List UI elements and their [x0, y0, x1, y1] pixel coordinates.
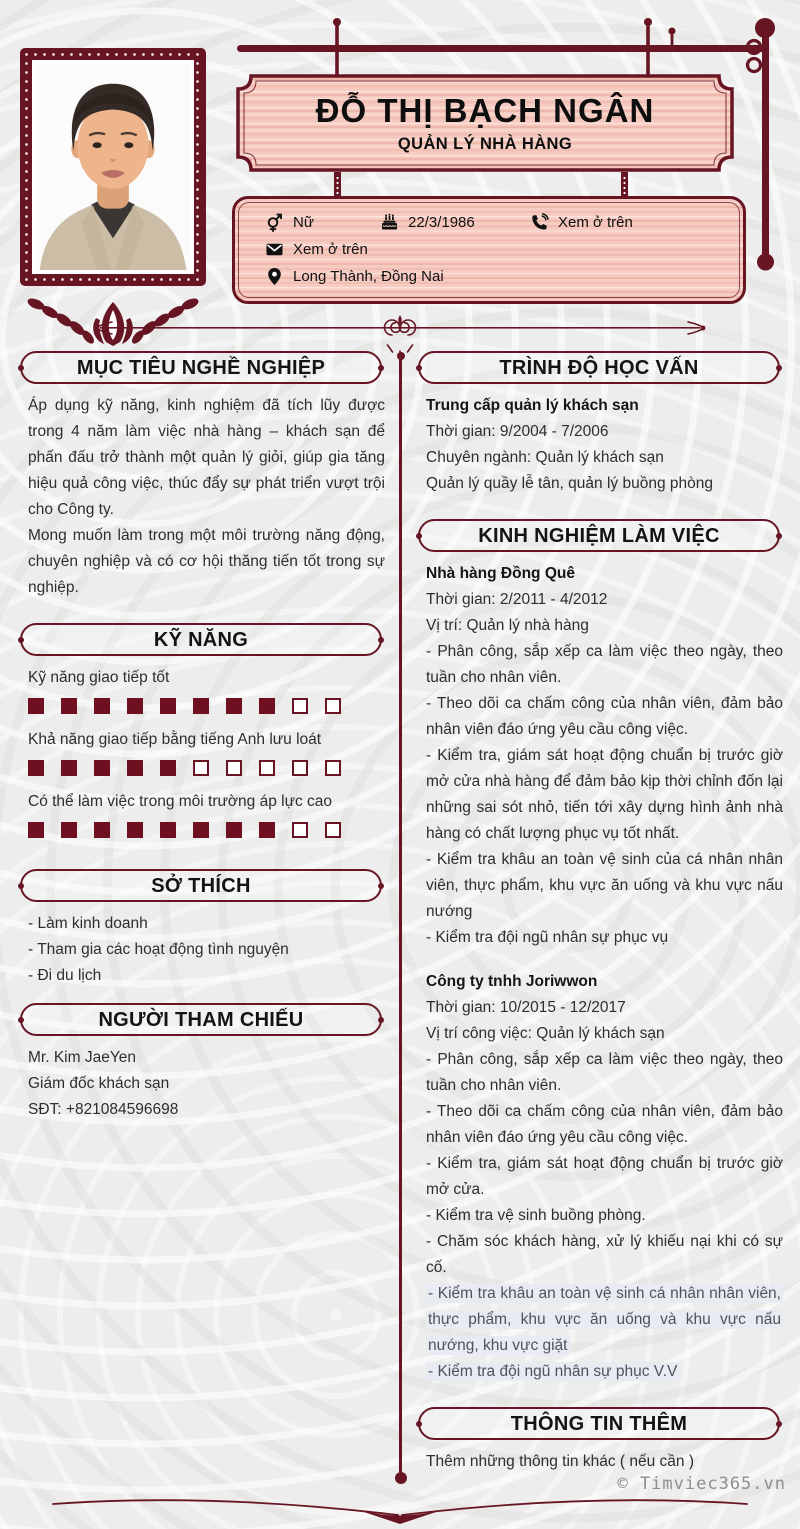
reference-line: SĐT: +821084596698 — [28, 1101, 179, 1118]
section-title: SỞ THÍCH — [151, 874, 251, 897]
skill-square-filled — [160, 760, 176, 776]
section-header-education — [418, 351, 780, 384]
section-header-additional — [418, 1407, 780, 1440]
address-item — [265, 267, 444, 286]
candidate-title: QUẢN LÝ NHÀ HÀNG — [397, 135, 573, 153]
email-item — [265, 240, 368, 259]
hobby-item: - Làm kinh doanh — [28, 915, 148, 932]
skill-square-empty — [325, 822, 341, 838]
envelope-icon — [265, 240, 284, 259]
objective-text — [28, 393, 385, 601]
job-bullet: - Kiểm tra đội ngũ nhân sự phục vụ — [426, 929, 669, 946]
objective-paragraph: Áp dụng kỹ năng, kinh nghiệm đã tích lũy được trong 4 năm làm việc nhà hàng – khách sạn để phấn đấu trở thành một quản lý giỏi, giúp gia tăng hiệu quả công việc, thúc đẩy sự phát triển vượt trội cho Công ty. — [28, 397, 385, 518]
job-bullet: - Kiểm tra, giám sát hoạt động chuẩn bị trước giờ mở cửa nhà hàng để đảm bảo kịp thời chỉnh đốn lại những sai sót nhỏ, tiến tới xây dựng hình ảnh nhà hàng có chất lượng phục vụ tốt nhất. — [426, 747, 783, 842]
hobbies-list — [28, 911, 385, 989]
skill-square-empty — [325, 760, 341, 776]
section-header-reference — [20, 1003, 382, 1036]
section-title: TRÌNH ĐỘ HỌC VẤN — [499, 356, 699, 379]
education-line: Quản lý quầy lễ tân, quản lý buồng phòng — [426, 475, 713, 492]
phone-item — [530, 213, 633, 232]
reference-details — [28, 1045, 385, 1123]
skill-square-empty — [292, 822, 308, 838]
skill-square-filled — [61, 698, 77, 714]
job-bullet: - Chăm sóc khách hàng, xử lý khiếu nại khi có sự cố. — [426, 1233, 783, 1276]
section-title: NGƯỜI THAM CHIẾU — [98, 1008, 304, 1031]
skill-square-filled — [127, 822, 143, 838]
education-line: Thời gian: 9/2004 - 7/2006 — [426, 423, 609, 440]
skill-square-filled — [259, 822, 275, 838]
skill-square-filled — [61, 760, 77, 776]
laurel-decoration — [18, 290, 208, 352]
skill-label: Kỹ năng giao tiếp tốt — [28, 669, 170, 686]
birthday-value: 22/3/1986 — [408, 214, 475, 231]
contact-info-box — [232, 196, 746, 304]
skill-square-empty — [226, 760, 242, 776]
job-period: Thời gian: 10/2015 - 12/2017 — [426, 999, 626, 1016]
profile-photo — [32, 60, 194, 274]
skill-level-bar — [28, 760, 387, 776]
skill-label: Có thể làm việc trong môi trường áp lực cao — [28, 793, 333, 810]
section-header-skills — [20, 623, 382, 656]
section-title: KỸ NĂNG — [153, 628, 249, 651]
job-bullet: - Kiểm tra, giám sát hoạt động chuẩn bị trước giờ mở cửa. — [426, 1155, 783, 1198]
info-row-3 — [265, 263, 743, 290]
skill-square-filled — [127, 760, 143, 776]
job-bullet: - Kiểm tra vệ sinh buồng phòng. — [426, 1207, 646, 1224]
job-entry-2 — [426, 969, 783, 1385]
skill-square-empty — [259, 760, 275, 776]
skill-square-filled — [28, 822, 44, 838]
birthday-item — [380, 213, 530, 232]
email-value: Xem ở trên — [293, 241, 368, 258]
column-divider — [399, 356, 402, 1477]
section-header-experience — [418, 519, 780, 552]
skill-square-filled — [193, 822, 209, 838]
education-entry — [426, 393, 783, 497]
profile-photo-frame — [20, 48, 206, 286]
skill-square-filled — [160, 698, 176, 714]
skill-square-filled — [226, 822, 242, 838]
gender-value: Nữ — [293, 214, 314, 231]
reference-line: Giám đốc khách sạn — [28, 1075, 170, 1092]
address-value: Long Thành, Đồng Nai — [293, 268, 444, 285]
skill-square-filled — [94, 822, 110, 838]
skill-square-filled — [259, 698, 275, 714]
skill-square-filled — [226, 698, 242, 714]
skill-level-bar — [28, 822, 387, 838]
job-bullet-highlighted: - Kiểm tra khâu an toàn vệ sinh cá nhân nhân viên, thực phẩm, khu vực ăn uống và khu vực nấu nướng, khu vực giặt — [428, 1285, 781, 1354]
bottom-flourish — [50, 1490, 750, 1526]
job-bullet-highlighted: - Kiểm tra đội ngũ nhân sự phục V.V — [428, 1363, 678, 1380]
map-pin-icon — [265, 267, 284, 286]
skill-square-filled — [28, 698, 44, 714]
info-row-1 — [265, 209, 743, 236]
portrait-illustration — [36, 64, 190, 270]
skill-square-filled — [127, 698, 143, 714]
hobby-item: - Đi du lịch — [28, 967, 102, 984]
job-company: Công ty tnhh Joriwwon — [426, 973, 598, 990]
skill-square-filled — [28, 760, 44, 776]
skill-square-empty — [193, 760, 209, 776]
name-plate — [235, 73, 735, 173]
skill-square-empty — [292, 698, 308, 714]
skill-square-filled — [61, 822, 77, 838]
skill-label: Khả năng giao tiếp bằng tiếng Anh lưu loát — [28, 731, 322, 748]
job-period: Thời gian: 2/2011 - 4/2012 — [426, 591, 608, 608]
birthday-cake-icon — [380, 213, 399, 232]
job-bullet: - Phân công, sắp xếp ca làm việc theo ngày, theo tuần cho nhân viên. — [426, 1051, 783, 1094]
footer-credit: © Timviec365.vn — [617, 1474, 786, 1494]
job-position: Vị trí công việc: Quản lý khách sạn — [426, 1025, 665, 1042]
skill-level-bar — [28, 698, 387, 714]
job-entry-1 — [426, 561, 783, 951]
job-bullet: - Phân công, sắp xếp ca làm việc theo ngày, theo tuần cho nhân viên. — [426, 643, 783, 686]
skill-square-filled — [94, 698, 110, 714]
gender-item — [265, 213, 380, 232]
section-header-objective — [20, 351, 382, 384]
job-bullet: - Kiểm tra khâu an toàn vệ sinh của cá nhân nhân viên, thực phẩm, khu vực ăn uống và khu vực nấu nướng — [426, 851, 783, 920]
education-line: Chuyên ngành: Quản lý khách sạn — [426, 449, 664, 466]
candidate-name: ĐỖ THỊ BẠCH NGÂN — [315, 92, 655, 129]
skills-list — [15, 665, 387, 838]
job-company: Nhà hàng Đồng Quê — [426, 565, 575, 582]
skill-square-filled — [94, 760, 110, 776]
education-program: Trung cấp quản lý khách sạn — [426, 397, 639, 414]
additional-note — [426, 1449, 783, 1475]
objective-paragraph: Mong muốn làm trong một môi trường năng động, chuyên nghiệp và có cơ hội thăng tiến tốt trong sự nghiệp. — [28, 527, 385, 596]
job-bullet: - Theo dõi ca chấm công của nhân viên, đảm bảo nhân viên đáo ứng yêu cầu công việc. — [426, 695, 783, 738]
job-position: Vị trí: Quản lý nhà hàng — [426, 617, 589, 634]
section-title: KINH NGHIỆM LÀM VIỆC — [478, 524, 720, 547]
right-column — [413, 351, 785, 1475]
gender-icon — [265, 213, 284, 232]
section-title: THÔNG TIN THÊM — [510, 1412, 688, 1435]
section-title: MỤC TIÊU NGHỀ NGHIỆP — [76, 356, 326, 379]
phone-icon — [530, 213, 549, 232]
left-column — [15, 351, 387, 1123]
reference-line: Mr. Kim JaeYen — [28, 1049, 136, 1066]
phone-value: Xem ở trên — [558, 214, 633, 231]
hobby-item: - Tham gia các hoạt động tình nguyện — [28, 941, 289, 958]
skill-square-empty — [325, 698, 341, 714]
job-bullet: - Theo dõi ca chấm công của nhân viên, đảm bảo nhân viên đáo ứng yêu cầu công việc. — [426, 1103, 783, 1146]
additional-note-line: Thêm những thông tin khác ( nếu cần ) — [426, 1453, 695, 1470]
skill-square-filled — [193, 698, 209, 714]
section-header-hobbies — [20, 869, 382, 902]
skill-square-filled — [160, 822, 176, 838]
skill-square-empty — [292, 760, 308, 776]
info-row-2 — [265, 236, 743, 263]
